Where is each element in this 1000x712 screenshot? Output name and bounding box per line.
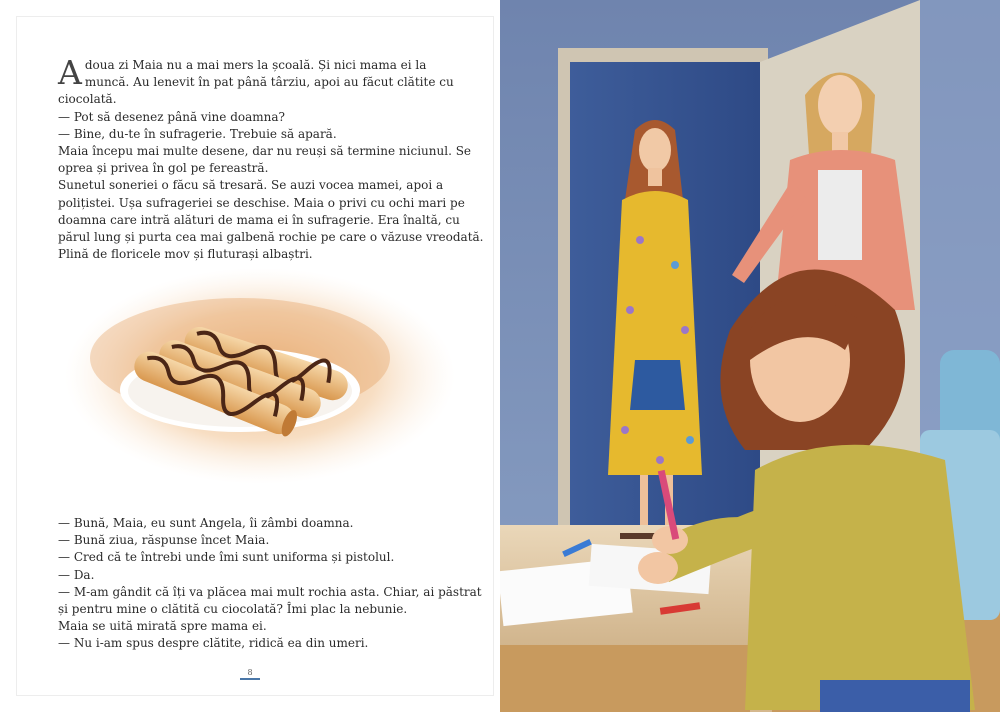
right-page-illustration (500, 0, 1000, 712)
story-text-top (58, 53, 484, 263)
text-line: Maia se uită mirată spre mama ei. (58, 619, 267, 634)
text-line: oprea și privea în gol pe fereastră. (58, 161, 269, 176)
living-room-scene (500, 0, 1000, 712)
crepes-illustration (60, 258, 460, 493)
text-line: Maia începu mai multe desene, dar nu reuși să termine niciunul. Se (58, 144, 472, 159)
page-number: 8 (239, 668, 261, 680)
text-line: — Bine, du-te în sufragerie. Trebuie să apară. (58, 126, 337, 141)
text-line: doamna care intră alături de mama ei în sufragerie. Era înaltă, cu (58, 212, 460, 227)
text-line: polițistei. Ușa sufrageriei se deschise. Maia o privi cu ochi mari pe (58, 195, 465, 210)
first-paragraph-text: doua zi Maia nu a mai mers la școală. Și nici mama ei la muncă. Au lenevit în pat până târziu, apoi au făcut clătite cu ciocolată. (58, 58, 454, 107)
text-line: — Nu i-am spus despre clătite, ridică ea din umeri. (58, 636, 369, 651)
text-line: părul lung și purta cea mai galbenă rochie pe care o văzuse vreodată. (58, 230, 484, 245)
text-line: — Da. (58, 567, 95, 582)
text-line: — Bună, Maia, eu sunt Angela, îi zâmbi doamna. (58, 516, 354, 530)
text-line: — Pot să desenez până vine doamna? (58, 109, 285, 124)
drop-cap: A (58, 53, 82, 92)
text-line: — Bună ziua, răspunse încet Maia. (58, 533, 270, 548)
text-line: — Cred că te întrebi unde îmi sunt uniforma și pistolul. (58, 550, 395, 565)
story-text-bottom (58, 515, 482, 653)
text-line: — M-am gândit că îți va plăcea mai mult rochia asta. Chiar, ai păstrat (58, 584, 482, 599)
text-line: Sunetul soneriei o făcu să tresară. Se auzi vocea mamei, apoi a (58, 178, 444, 193)
first-paragraph (58, 53, 468, 109)
text-line: Plină de floricele mov și fluturași albaștri. (58, 247, 313, 262)
text-line: și pentru mine o clătită cu ciocolată? Îmi plac la nebunie. (58, 602, 408, 617)
handbag (630, 360, 685, 410)
